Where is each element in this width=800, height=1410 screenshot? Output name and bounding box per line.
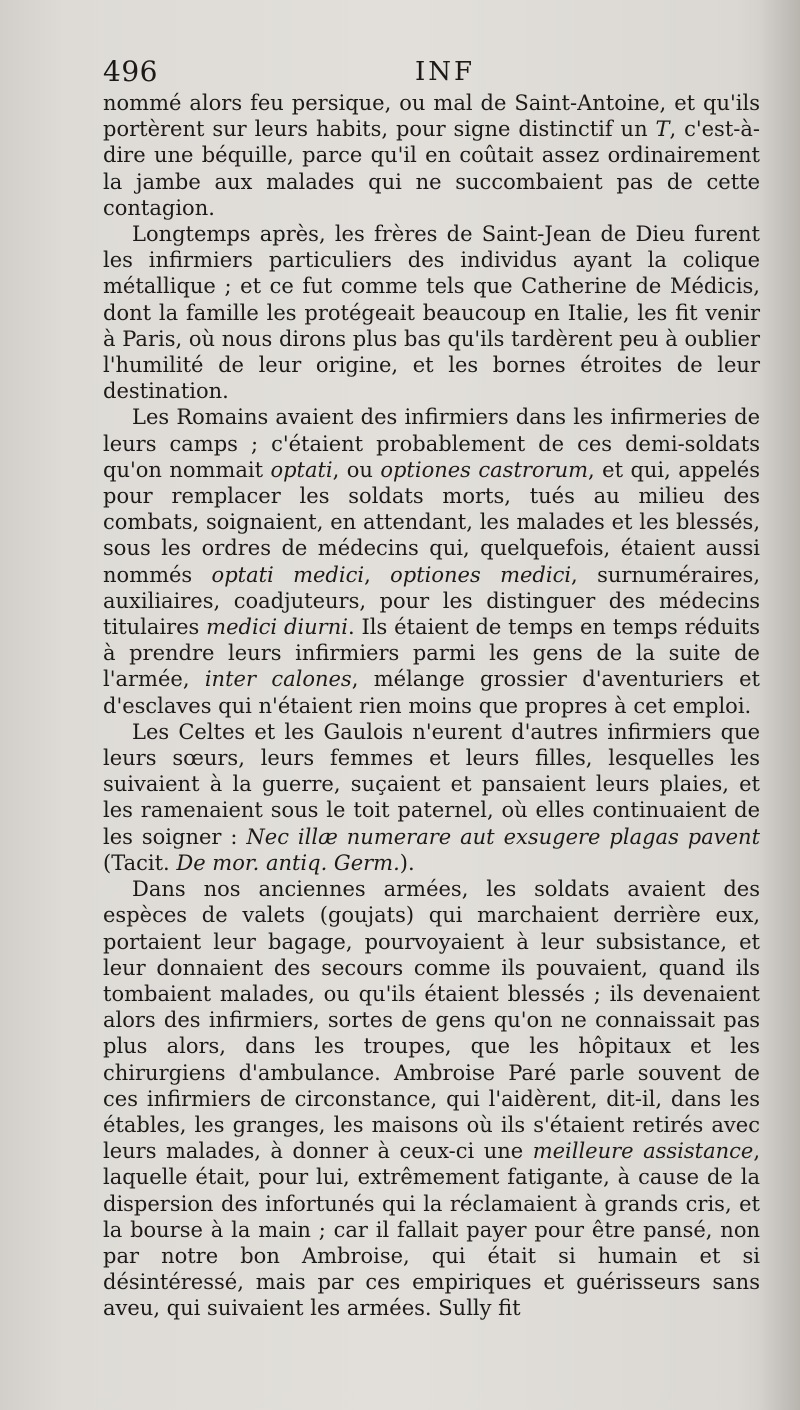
text-run: , surnuméraires, auxiliaires, coadjuteurs, pour les distinguer des médecins titulaires — [103, 562, 760, 640]
italic-text-run: optati medici — [211, 562, 365, 587]
text-run: (Tacit. — [103, 850, 177, 875]
italic-text-run: T — [655, 117, 670, 142]
paragraph — [103, 404, 760, 718]
text-run: , c'est-à-dire une béquille, parce qu'il en coûtait assez ordinairement la jambe aux malades qui ne succombaient pas de cette contagion. — [103, 117, 760, 220]
text-run: , laquelle était, pour lui, extrêmement fatigante, à cause de la dispersion des infortunés qui la réclamaient à grands cris, et la bourse à la main ; car il fallait payer pour être pansé, non par notre bon Ambroise, qui était si humain et si désintéressé, mais par ces empiriques et guérisseurs sans aveu, qui suivaient les armées. Sully fit — [103, 1139, 760, 1321]
paragraph — [103, 90, 760, 221]
text-run: , mélange grossier d'aventuriers et d'esclaves qui n'étaient rien moins que propres à cet emploi. — [103, 667, 760, 718]
text-run: . Ils étaient de temps en temps réduits à prendre leurs infirmiers parmi les gens de la suite de l'armée, — [103, 615, 761, 692]
running-head: INF — [415, 57, 476, 87]
italic-text-run: Nec illæ numerare aut exsugere plagas pavent — [246, 824, 761, 849]
text-run: , — [364, 562, 391, 587]
text-run: , et qui, appelés pour remplacer les soldats morts, tués au milieu des combats, soignaient, en attendant, les malades et les blessés, sous les ordres de médecins qui, quelquefois, étaient aussi nommés — [103, 457, 760, 587]
italic-text-run: optati — [270, 457, 333, 482]
text-run: , ou — [332, 457, 381, 482]
italic-text-run: medici diurni — [206, 615, 348, 640]
text-run: nommé alors feu persique, ou mal de Saint-Antoine, et qu'ils portèrent sur leurs habits, pour signe distinctif un — [103, 91, 760, 142]
paragraph — [103, 221, 760, 404]
text-run: Longtemps après, les frères de Saint-Jean de Dieu furent les infirmiers particuliers des individus ayant la colique métallique ; et ce fut comme tels que Catherine de Médicis, dont la famille les protégeait beaucoup en Italie, les fit venir à Paris, où nous dirons plus bas qu'ils tardèrent peu à oublier l'humilité de leur origine, et les bornes étroites de leur destination. — [103, 222, 760, 404]
page-header — [103, 54, 763, 92]
text-run: Dans nos anciennes armées, les soldats avaient des espèces de valets (goujats) qui marchaient derrière eux, portaient leur bagage, pourvoyaient à leur subsistance, et leur donnaient des secours comme ils pouvaient, quand ils tombaient malades, ou qu'ils étaient blessés ; ils devenaient alors des infirmiers, sortes de gens qu'on ne connaissait pas plus alors, dans les troupes, que les hôpitaux et les chirurgiens d'ambulance. Ambroise Paré parle souvent de ces infirmiers de circonstance, qui l'aidèrent, dit-il, dans les étables, les granges, les maisons où ils s'étaient retirés avec leurs malades, à donner à ceux-ci une — [103, 877, 760, 1164]
page-edge-shadow — [760, 0, 800, 1410]
text-run: ). — [399, 850, 415, 875]
italic-text-run: inter calones — [204, 667, 352, 692]
italic-text-run: optiones castrorum — [380, 457, 589, 482]
italic-text-run: optiones medici — [390, 562, 572, 587]
text-run: Les Celtes et les Gaulois n'eurent d'autres infirmiers que leurs sœurs, leurs femmes et leurs filles, lesquelles les suivaient à la guerre, suçaient et pansaient leurs plaies, et les ramenaient sous le toit paternel, où elles continuaient de les soigner : — [103, 719, 760, 849]
paragraph — [103, 719, 760, 876]
italic-text-run: De mor. antiq. Germ. — [176, 850, 400, 875]
text-run: Les Romains avaient des infirmiers dans les infirmeries de leurs camps ; c'étaient probablement de ces demi-soldats qu'on nommait — [103, 405, 760, 482]
page-number: 496 — [103, 55, 158, 88]
italic-text-run: meilleure assistance — [532, 1139, 754, 1164]
text-body — [103, 90, 760, 1322]
paragraph — [103, 876, 760, 1321]
